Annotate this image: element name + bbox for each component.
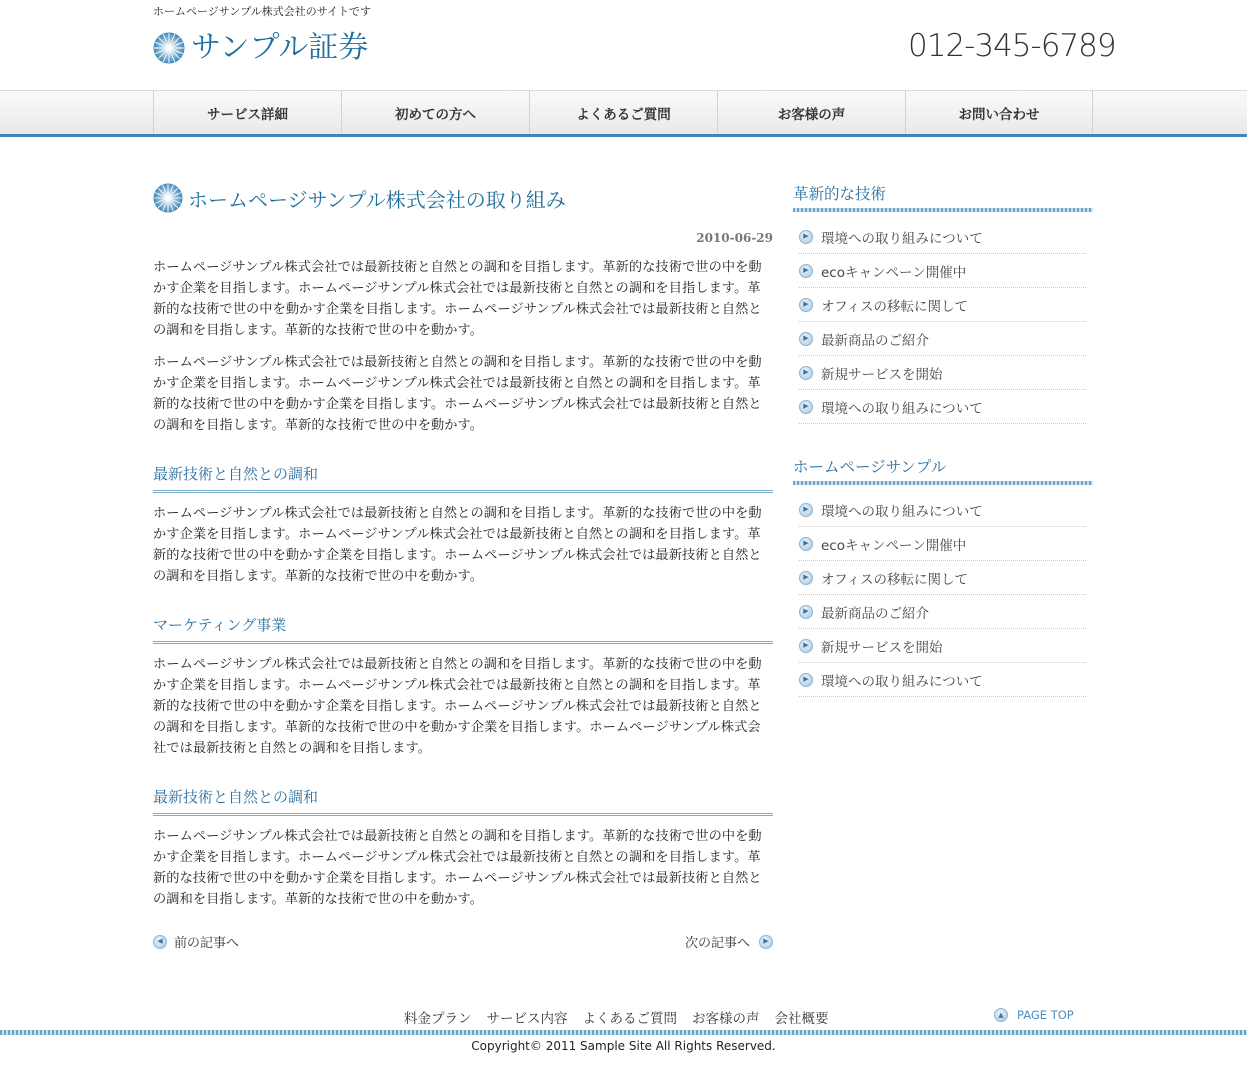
nav-item-service[interactable]: サービス詳細 xyxy=(154,91,342,134)
nav-item-faq[interactable]: よくあるご質問 xyxy=(530,91,718,134)
global-nav xyxy=(0,90,1247,137)
sidebar-link[interactable] xyxy=(799,527,1086,561)
footer-divider xyxy=(0,1030,1247,1035)
page-top-link[interactable] xyxy=(994,1008,1074,1022)
sidebar xyxy=(793,182,1093,697)
site-logo[interactable] xyxy=(153,30,368,66)
circle-arrow-icon: ▶ xyxy=(799,332,813,346)
footer-link-faq[interactable]: よくあるご質問 xyxy=(582,1011,677,1027)
article-paragraph: ホームページサンプル株式会社では最新技術と自然との調和を目指します。革新的な技術で世の中を動かす企業を目指します。ホームページサンプル株式会社では最新技術と自然との調和を目指します。革新的な技術で世の中を動かす企業を目指します。ホームページサンプル株式会社では最新技術と自然との調和を目指します。革新的な技術で世の中を動かす。 xyxy=(153,260,762,338)
section-paragraph: ホームページサンプル株式会社では最新技術と自然との調和を目指します。革新的な技術で世の中を動かす企業を目指します。ホームページサンプル株式会社では最新技術と自然との調和を目指します。革新的な技術で世の中を動かす企業を目指します。ホームページサンプル株式会社では最新技術と自然との調和を目指します。革新的な技術で世の中を動かす。 xyxy=(153,506,762,584)
sidebar-link-label: 最新商品のご紹介 xyxy=(821,605,929,622)
sidebar-link[interactable] xyxy=(799,356,1086,390)
arrow-up-icon: ▲ xyxy=(994,1008,1008,1022)
sidebar-link[interactable] xyxy=(799,254,1086,288)
sidebar-link[interactable] xyxy=(799,288,1086,322)
main-content xyxy=(153,182,773,910)
circle-arrow-icon: ▶ xyxy=(799,503,813,517)
sidebar-link-label: 新規サービスを開始 xyxy=(821,639,943,656)
sidebar-link-label: 環境への取り組みについて xyxy=(821,400,983,417)
article-title: ホームページサンプル株式会社の取り組み xyxy=(188,187,566,212)
sidebar-link[interactable] xyxy=(799,390,1086,424)
section-heading: 最新技術と自然との調和 xyxy=(153,463,773,493)
sidebar-heading: 革新的な技術 xyxy=(793,182,1093,208)
sidebar-link-label: ecoキャンペーン開催中 xyxy=(821,264,967,281)
nav-item-beginners[interactable]: 初めての方へ xyxy=(342,91,530,134)
sunburst-icon xyxy=(153,32,185,64)
circle-arrow-icon: ▶ xyxy=(799,230,813,244)
next-article-link[interactable] xyxy=(685,932,773,951)
page-top-label: PAGE TOP xyxy=(1017,1008,1074,1022)
sidebar-link-label: オフィスの移転に関して xyxy=(821,571,969,588)
circle-arrow-icon: ▶ xyxy=(799,366,813,380)
nav-item-voices[interactable]: お客様の声 xyxy=(718,91,906,134)
article-date: 2010-06-29 xyxy=(696,231,773,245)
prev-article-label: 前の記事へ xyxy=(174,936,240,951)
sidebar-link[interactable] xyxy=(799,663,1086,697)
site-tagline: ホームページサンプル株式会社のサイトです xyxy=(153,5,372,18)
circle-arrow-icon: ▶ xyxy=(799,264,813,278)
sidebar-link[interactable] xyxy=(799,595,1086,629)
sidebar-link[interactable] xyxy=(799,629,1086,663)
sidebar-link-label: オフィスの移転に関して xyxy=(821,298,969,315)
prev-article-link[interactable] xyxy=(153,932,239,951)
circle-arrow-icon: ▶ xyxy=(799,605,813,619)
footer-link-company[interactable]: 会社概要 xyxy=(774,1011,829,1027)
sunburst-icon xyxy=(153,183,183,213)
footer-link-services[interactable]: サービス内容 xyxy=(486,1011,568,1027)
circle-arrow-icon: ▶ xyxy=(799,571,813,585)
sidebar-list xyxy=(793,493,1093,697)
sidebar-link[interactable] xyxy=(799,493,1086,527)
article-title-row xyxy=(153,182,773,214)
article-pager xyxy=(153,932,773,952)
sidebar-link[interactable] xyxy=(799,220,1086,254)
circle-arrow-icon: ▶ xyxy=(799,400,813,414)
copyright: Copyright© 2011 Sample Site All Rights Reserved. xyxy=(471,1039,776,1053)
logo-text: サンプル証券 xyxy=(191,30,369,65)
sidebar-link-label: 環境への取り組みについて xyxy=(821,503,983,520)
sidebar-link[interactable] xyxy=(799,322,1086,356)
circle-arrow-icon: ▶ xyxy=(799,673,813,687)
phone-number: 012-345-6789 xyxy=(908,28,1116,64)
arrow-right-icon: ▶ xyxy=(759,935,773,949)
circle-arrow-icon: ▶ xyxy=(799,639,813,653)
article-paragraph: ホームページサンプル株式会社では最新技術と自然との調和を目指します。革新的な技術で世の中を動かす企業を目指します。ホームページサンプル株式会社では最新技術と自然との調和を目指します。革新的な技術で世の中を動かす企業を目指します。ホームページサンプル株式会社では最新技術と自然との調和を目指します。革新的な技術で世の中を動かす。 xyxy=(153,355,762,433)
footer-link-voices[interactable]: お客様の声 xyxy=(692,1011,760,1027)
sidebar-link-label: 環境への取り組みについて xyxy=(821,230,983,247)
sidebar-list xyxy=(793,220,1093,424)
circle-arrow-icon: ▶ xyxy=(799,298,813,312)
sidebar-link-label: 最新商品のご紹介 xyxy=(821,332,929,349)
nav-item-contact[interactable]: お問い合わせ xyxy=(906,91,1093,134)
sidebar-link-label: ecoキャンペーン開催中 xyxy=(821,537,967,554)
footer-link-pricing[interactable]: 料金プラン xyxy=(404,1011,472,1027)
section-heading: 最新技術と自然との調和 xyxy=(153,786,773,816)
next-article-label: 次の記事へ xyxy=(684,936,750,951)
sidebar-link[interactable] xyxy=(799,561,1086,595)
section-paragraph: ホームページサンプル株式会社では最新技術と自然との調和を目指します。革新的な技術で世の中を動かす企業を目指します。ホームページサンプル株式会社では最新技術と自然との調和を目指します。革新的な技術で世の中を動かす企業を目指します。ホームページサンプル株式会社では最新技術と自然との調和を目指します。革新的な技術で世の中を動かす企業を目指します。ホームページサンプル株式会社では最新技術と自然との調和を目指します。 xyxy=(153,657,762,756)
sidebar-link-label: 新規サービスを開始 xyxy=(821,366,943,383)
sidebar-link-label: 環境への取り組みについて xyxy=(821,673,983,690)
section-heading: マーケティング事業 xyxy=(153,614,773,644)
section-paragraph: ホームページサンプル株式会社では最新技術と自然との調和を目指します。革新的な技術で世の中を動かす企業を目指します。ホームページサンプル株式会社では最新技術と自然との調和を目指します。革新的な技術で世の中を動かす企業を目指します。ホームページサンプル株式会社では最新技術と自然との調和を目指します。革新的な技術で世の中を動かす。 xyxy=(153,829,762,907)
sidebar-heading: ホームページサンプル xyxy=(793,455,1093,481)
arrow-left-icon: ◀ xyxy=(153,935,167,949)
circle-arrow-icon: ▶ xyxy=(799,537,813,551)
